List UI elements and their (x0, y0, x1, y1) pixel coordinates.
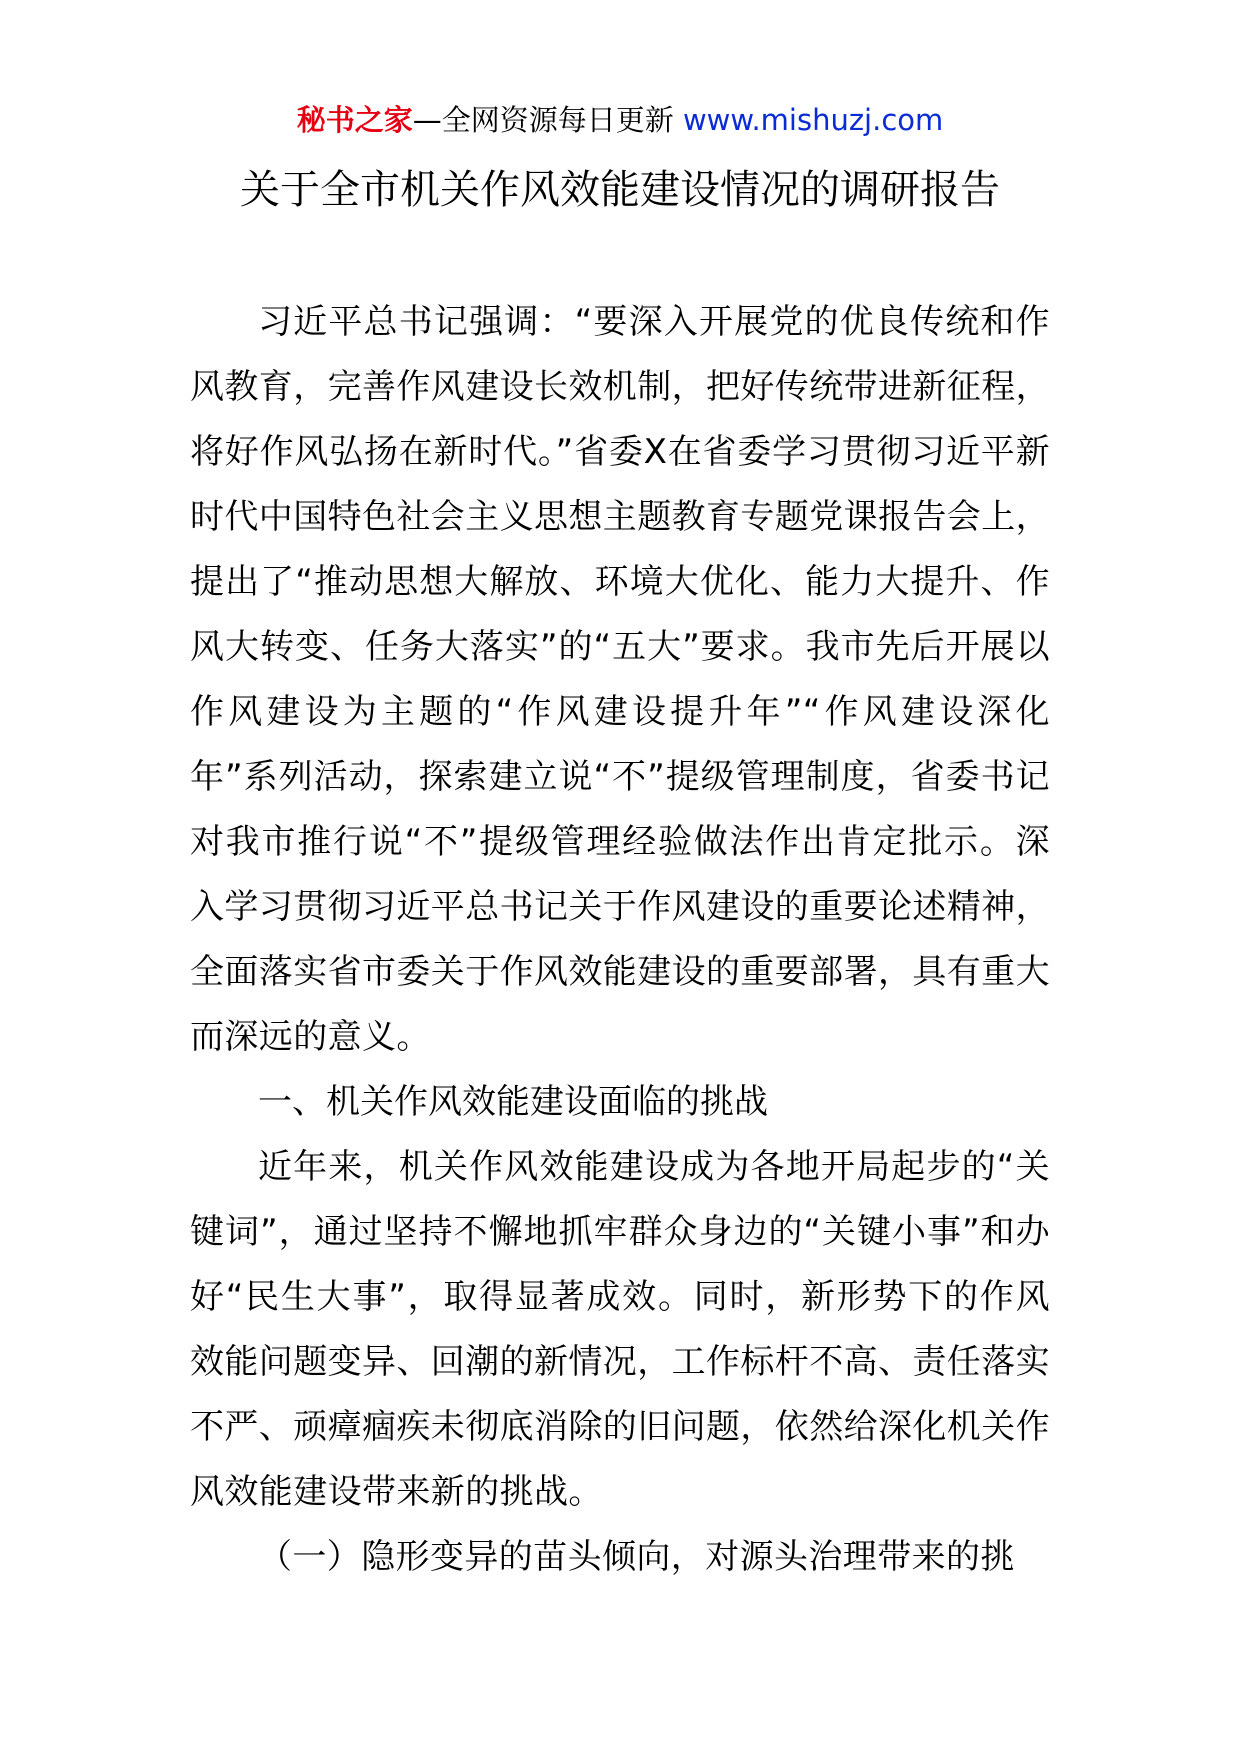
header-banner (0, 100, 1240, 140)
section-paragraph: 近年来，机关作风效能建设成为各地开局起步的“关键词”，通过坚持不懈地抓牢群众身边的“关键小事”和办好“民生大事”，取得显著成效。同时，新形势下的作风效能问题变异、回潮的新情况，工作标杆不高、责任落实不严、顽瘴痼疾未彻底消除的旧问题，依然给深化机关作风效能建设带来新的挑战。 (190, 1147, 1050, 1512)
document-title: 关于全市机关作风效能建设情况的调研报告 (240, 167, 1000, 213)
section-heading: 一、机关作风效能建设面临的挑战 (258, 1082, 768, 1122)
brand-name: 秘书之家 (296, 103, 413, 137)
intro-paragraph: 习近平总书记强调：“要深入开展党的优良传统和作风教育，完善作风建设长效机制，把好传统带进新征程，将好作风弘扬在新时代。”省委X在省委学习贯彻习近平新时代中国特色社会主义思想主题教育专题党课报告会上，提出了“推动思想大解放、环境大优化、能力大提升、作风大转变、任务大落实”的“五大”要求。我市先后开展以作风建设为主题的“作风建设提升年”“作风建设深化年”系列活动，探索建立说“不”提级管理制度，省委书记对我市推行说“不”提级管理经验做法作出肯定批示。深入学习贯彻习近平总书记关于作风建设的重要论述精神，全面落实省市委关于作风效能建设的重要部署，具有重大而深远的意义。 (190, 302, 1050, 1057)
subsection-heading: （一）隐形变异的苗头倾向，对源头治理带来的挑 (258, 1537, 1015, 1577)
document-body (190, 290, 1050, 1590)
header-tagline: —全网资源每日更新 (412, 103, 674, 137)
site-link[interactable]: www.mishuzj.com (682, 103, 944, 137)
